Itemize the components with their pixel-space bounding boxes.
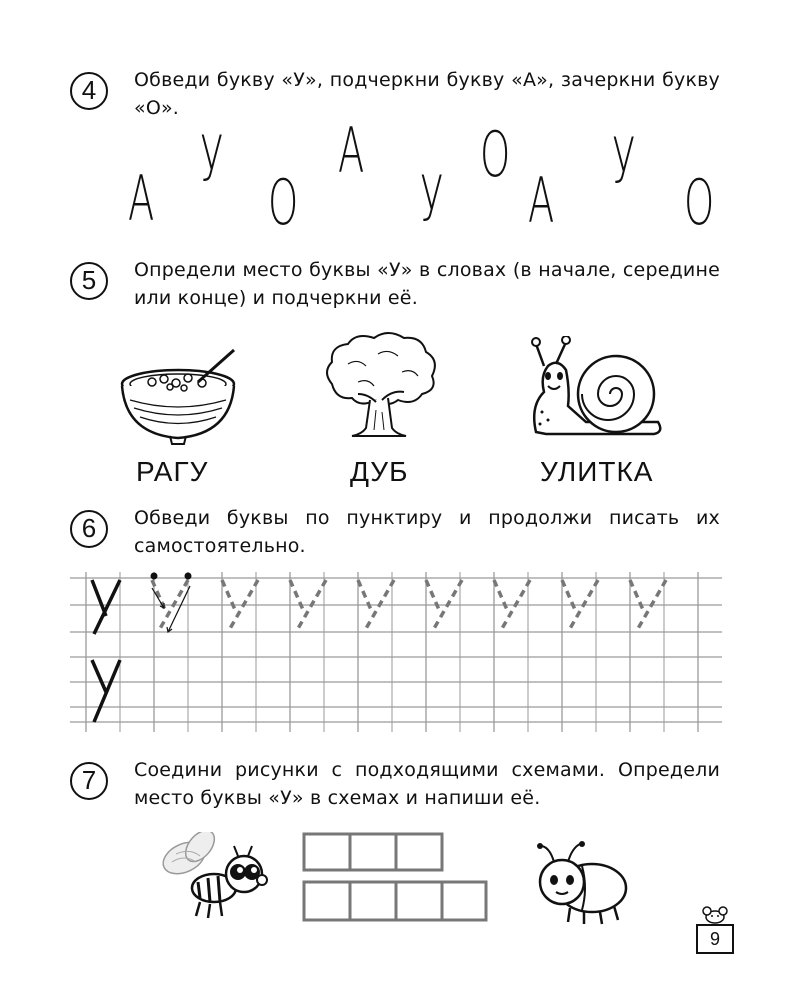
word-dub[interactable]: ДУБ [350, 456, 409, 487]
bowl-icon [112, 342, 250, 446]
scheme-1-cell [350, 834, 396, 870]
writing-grid[interactable] [70, 572, 722, 732]
task-4-text: Обведи букву «У», подчеркни букву «А», зачеркни букву «О». [134, 69, 720, 119]
scheme-1-cell [396, 834, 442, 870]
scheme-2-cell [396, 882, 442, 920]
page-number: 9 [696, 924, 734, 954]
letter-a-3[interactable]: А [528, 164, 555, 237]
snail-icon [526, 336, 666, 440]
task-7-text: Соедини рисунки с подходящими схемами. Определи место буквы «У» в схемах и напиши её. [134, 759, 720, 809]
letter-u-2[interactable]: У [420, 162, 444, 235]
scheme-2-cell [304, 882, 350, 920]
letter-a-2[interactable]: А [338, 114, 365, 187]
task-4-number: 4 [70, 72, 108, 110]
letter-o-2[interactable]: О [480, 118, 511, 191]
letter-o-3[interactable]: О [684, 166, 715, 239]
task-6-text: Обведи буквы по пунктиру и продолжи писать их самостоятельно. [134, 507, 720, 557]
word-ulitka[interactable]: УЛИТКА [540, 456, 654, 487]
letter-a-1[interactable]: А [128, 162, 155, 235]
word-ragu[interactable]: РАГУ [136, 456, 209, 487]
tree-icon [318, 328, 442, 440]
task-5-number: 5 [70, 262, 108, 300]
schemes[interactable] [300, 830, 490, 926]
scheme-2-cell [442, 882, 486, 920]
beetle-icon [522, 840, 634, 926]
task-6-number: 6 [70, 510, 108, 548]
task-5-text: Определи место буквы «У» в словах (в начале, середине или конце) и подчеркни её. [134, 259, 720, 309]
mouse-icon [700, 906, 730, 924]
letter-u-3[interactable]: У [612, 124, 636, 197]
fly-icon [156, 832, 272, 924]
letter-o-1[interactable]: О [268, 166, 299, 239]
task-7-number: 7 [70, 762, 108, 800]
letter-u-1[interactable]: У [200, 122, 224, 195]
scheme-1-cell [304, 834, 350, 870]
scheme-2-cell [350, 882, 396, 920]
